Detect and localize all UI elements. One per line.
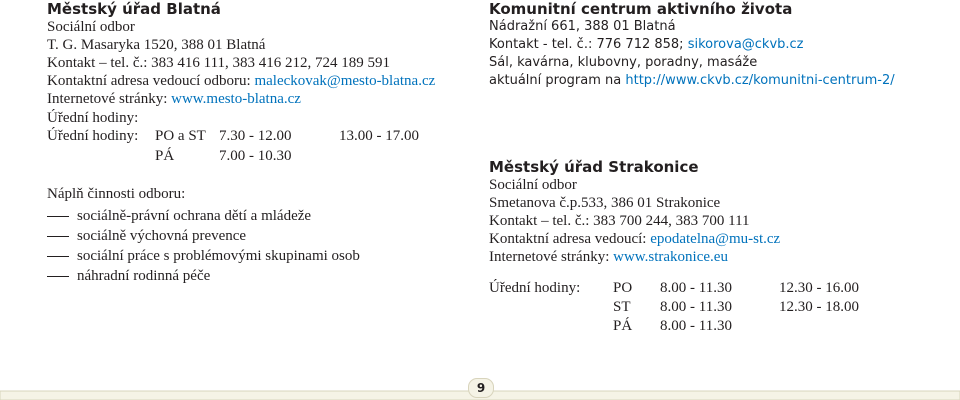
hours-time: 13.00 - 17.00: [339, 128, 419, 144]
hours-time: 12.30 - 18.00: [779, 299, 859, 315]
hours-time: 12.30 - 16.00: [779, 280, 859, 296]
head-label: Kontaktní adresa vedoucí:: [489, 231, 651, 247]
scope-section: [47, 184, 467, 286]
web-line: [489, 248, 949, 266]
hours-label: Úřední hodiny:: [47, 128, 139, 144]
web-link[interactable]: www.strakonice.eu: [613, 249, 728, 265]
hours-row: [47, 108, 467, 128]
scope-title: Náplň činnosti odboru:: [47, 186, 186, 202]
centre-title: Komunitní centrum aktivního života: [489, 0, 793, 18]
dept-name: Sociální odbor: [489, 177, 577, 193]
program-link[interactable]: http://www.ckvb.cz/komunitni-centrum-2/: [625, 73, 895, 88]
head-email-link[interactable]: epodatelna@mu-st.cz: [650, 231, 781, 247]
office-title-strakonice: Městský úřad Strakonice: [489, 158, 699, 176]
centre-contact-label: Kontakt - tel. č.: 776 712 858;: [489, 37, 688, 52]
page-number: 9: [468, 378, 494, 398]
web-label: Internetové stránky:: [489, 249, 614, 265]
centre-program: [489, 72, 949, 90]
address: T. G. Masaryka 1520, 388 01 Blatná: [47, 37, 266, 53]
head-label: Kontaktní adresa vedoucí odboru:: [47, 73, 255, 89]
hours-day: PO a ST: [155, 128, 206, 144]
hours-day: PÁ: [613, 318, 633, 334]
hours-label: Úřední hodiny:: [489, 280, 581, 296]
hours-day: PÁ: [155, 148, 175, 164]
scope-list: [47, 206, 467, 286]
office-hours-strakonice: [489, 278, 949, 335]
head-contact: [489, 230, 949, 248]
left-column: [47, 0, 467, 284]
strakonice-section: [489, 158, 949, 335]
contact-phone: Kontakt – tel. č.: 383 700 244, 383 700 111: [489, 213, 750, 229]
web-link[interactable]: www.mesto-blatna.cz: [171, 91, 301, 107]
contact-phone: Kontakt – tel. č.: 383 416 111, 383 416 212, 724 189 591: [47, 55, 391, 71]
dept-name: Sociální odbor: [47, 19, 135, 35]
hours-time: 7.00 - 10.30: [219, 148, 292, 164]
hours-time: 8.00 - 11.30: [660, 280, 732, 296]
hours-grid-blatna: [47, 126, 467, 166]
address: Smetanova č.p.533, 386 01 Strakonice: [489, 195, 721, 211]
program-label: aktuální program na: [489, 73, 626, 88]
list-item: sociálně výchovná prevence: [47, 226, 467, 246]
list-item: sociální práce s problémovými skupinami osob: [47, 246, 467, 266]
centre-services: Sál, kavárna, klubovny, poradny, masáže: [489, 55, 758, 70]
list-item: sociálně-právní ochrana dětí a mládeže: [47, 206, 467, 226]
hours-day: PO: [613, 280, 633, 296]
office-hours-blatna: [47, 108, 467, 128]
list-item: náhradní rodinná péče: [47, 266, 467, 286]
hours-time: 7.30 - 12.00: [219, 128, 292, 144]
hours-day: ST: [613, 299, 631, 315]
web-label: Internetové stránky:: [47, 91, 172, 107]
head-contact: [47, 72, 467, 90]
hours-label: Úřední hodiny:: [47, 110, 139, 126]
hours-time: 8.00 - 11.30: [660, 299, 732, 315]
centre-email-link[interactable]: sikorova@ckvb.cz: [687, 37, 804, 52]
head-email-link[interactable]: maleckovak@mesto-blatna.cz: [254, 73, 436, 89]
hours-time: 8.00 - 11.30: [660, 318, 732, 334]
right-column: [489, 0, 949, 334]
centre-address: Nádražní 661, 388 01 Blatná: [489, 19, 676, 34]
web-line: [47, 90, 467, 108]
centre-contact: [489, 36, 949, 54]
office-title-blatna: Městský úřad Blatná: [47, 0, 221, 18]
